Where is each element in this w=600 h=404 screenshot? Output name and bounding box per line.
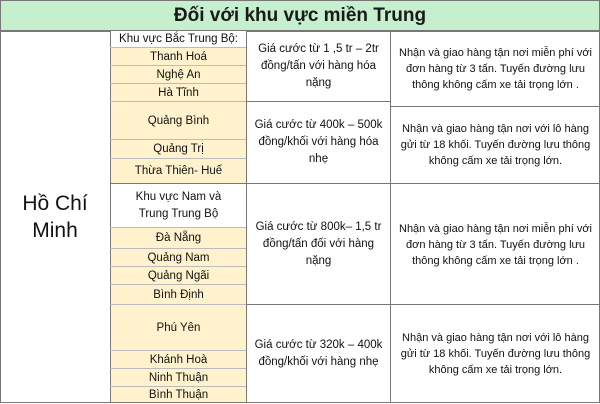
province-cell: Bình Thuận: [111, 387, 246, 403]
province-cell: Hà Tĩnh: [111, 84, 246, 102]
region-header: Khu vực Nam và Trung Trung Bộ: [111, 184, 246, 228]
province-cell: Quảng Bình: [111, 102, 246, 140]
price-heavy-cell: Giá cước từ 800k– 1,5 tr đồng/tấn đối với hàng nặng: [255, 221, 382, 267]
origin-city: Hồ Chí Minh: [22, 192, 88, 242]
table-title: Đối với khu vực miền Trung: [0, 0, 600, 32]
province-cell: Quảng Trị: [111, 140, 246, 159]
price-light-cell: Giá cước từ 400k – 500k đồng/khối với hàng hóa nhẹ: [254, 119, 383, 165]
province-cell: Thanh Hoá: [111, 48, 246, 66]
price-heavy-cell: Giá cước từ 1 ,5 tr – 2tr đồng/tấn với hàng hóa nặng: [258, 43, 379, 89]
province-cell: Thừa Thiên- Huế: [111, 159, 246, 183]
province-cell: Bình Định: [111, 285, 246, 305]
province-cell: Phú Yên: [111, 305, 246, 351]
service-light-cell: Nhận và giao hàng tận nơi với lô hàng gửi từ 18 khối. Tuyến đường lưu thông không cấm xe tải trọng lớn.: [400, 123, 591, 167]
price-light-cell: Giá cước từ 320k – 400k đồng/khối với hàng nhẹ: [254, 339, 383, 368]
province-cell: Ninh Thuận: [111, 369, 246, 387]
service-light-cell: Nhận và giao hàng tận nơi với lô hàng gửi từ 18 khối. Tuyến đường lưu thông không cấm xe tải trọng lớn.: [400, 332, 591, 376]
province-cell: Nghệ An: [111, 66, 246, 84]
province-cell: Đà Nẵng: [111, 228, 246, 249]
service-heavy-cell: Nhận và giao hàng tận nơi miễn phí với đơn hàng từ 3 tấn. Tuyến đường lưu thông không cấm xe tải trọng lớn .: [399, 47, 592, 91]
province-cell: Quảng Nam: [111, 249, 246, 267]
region-header: Khu vực Bắc Trung Bộ:: [111, 31, 246, 48]
province-cell: Khánh Hoà: [111, 351, 246, 369]
origin-city-cell: [0, 31, 110, 403]
service-heavy-cell: Nhận và giao hàng tận nơi miễn phí với đơn hàng từ 3 tấn. Tuyến đường lưu thông không cấm xe tải trọng lớn .: [399, 222, 592, 267]
province-cell: Quảng Ngãi: [111, 267, 246, 285]
